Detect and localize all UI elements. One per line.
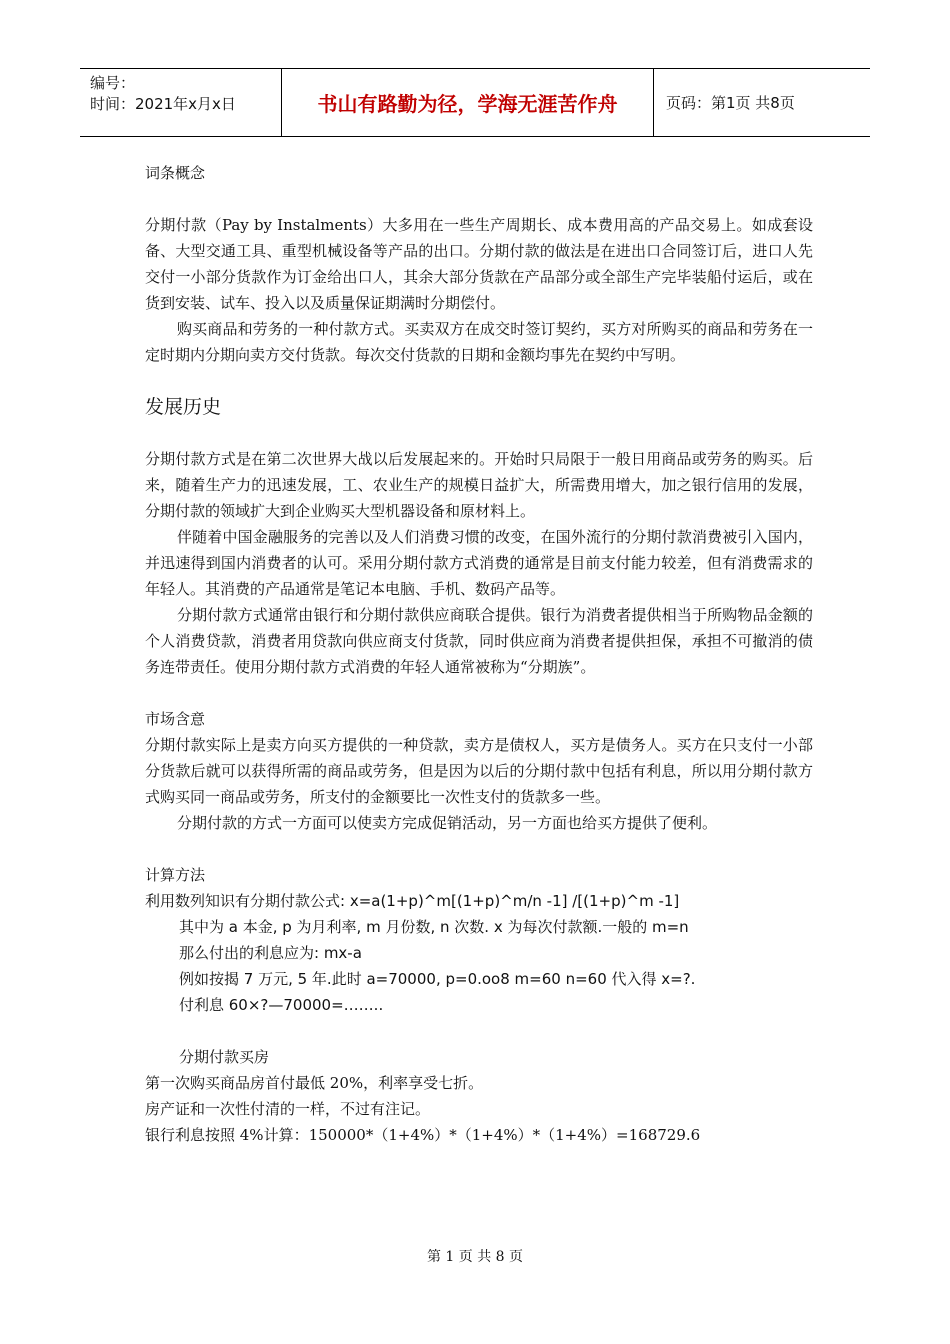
concept-paragraph-1: 分期付款（Pay by Instalments）大多用在一些生产周期长、成本费用高的产品交易上。如成套设备、大型交通工具、重型机械设备等产品的出口。分期付款的做法是在进出口合同签订后，进口人先交付一小部分货款作为订金给出口人，其余大部分货款在产品部分或全部生产完毕装船付运后，或在货到安装、试车、投入以及质量保证期满时分期偿付。: [145, 216, 813, 312]
market-paragraph-1: 分期付款实际上是卖方向买方提供的一种贷款，卖方是债权人，买方是债务人。买方在只支付一小部分货款后就可以获得所需的商品或劳务，但是因为以后的分期付款中包括有利息，所以用分期付款方式购买同一商品或劳务，所支付的金额要比一次性支付的货款多一些。: [145, 736, 813, 806]
history-paragraph-1: 分期付款方式是在第二次世界大战以后发展起来的。开始时只局限于一般日用商品或劳务的购买。后来，随着生产力的迅速发展，工、农业生产的规模日益扩大，所需费用增大，加之银行信用的发展，分期付款的领域扩大到企业购买大型机器设备和原材料上。: [145, 450, 813, 520]
page-footer: 第 1 页 共 8 页: [426, 1249, 524, 1265]
calc-line-1: 其中为 a 本金, p 为月利率, m 月份数, n 次数. x 为每次付款额.一般的 m=n: [179, 918, 689, 936]
house-line-1: 第一次购买商品房首付最低 20%，利率享受七折。: [145, 1074, 484, 1092]
house-line-2: 房产证和一次性付清的一样，不过有注记。: [145, 1100, 431, 1118]
header-meta: [80, 69, 282, 136]
house-heading: 分期付款买房: [179, 1048, 270, 1066]
header-page-info: 页码：第1页 共8页: [666, 94, 795, 112]
date-label: 时间：2021年x月x日: [90, 95, 236, 113]
market-heading: 市场含意: [145, 710, 206, 728]
calc-formula: 利用数列知识有分期付款公式: x=a(1+p)^m[(1+p)^m/n -1] /[(1+p)^m -1]: [145, 892, 680, 910]
calc-line-3: 例如按揭 7 万元, 5 年.此时 a=70000, p=0.oo8 m=60 n=60 代入得 x=?.: [179, 970, 696, 988]
page-header: [80, 68, 870, 137]
concept-heading: 词条概念: [145, 164, 206, 182]
house-line-3: 银行利息按照 4%计算：150000*（1+4%）*（1+4%）*（1+4%）=168729.6: [145, 1126, 701, 1144]
history-paragraph-3: 分期付款方式通常由银行和分期付款供应商联合提供。银行为消费者提供相当于所购物品金额的个人消费贷款，消费者用贷款向供应商支付货款，同时供应商为消费者提供担保，承担不可撤消的债务连带责任。使用分期付款方式消费的年轻人通常被称为“分期族”。: [145, 606, 813, 676]
calc-line-2: 那么付出的利息应为: mx-a: [179, 944, 362, 962]
market-paragraph-2: 分期付款的方式一方面可以使卖方完成促销活动，另一方面也给买方提供了便利。: [177, 814, 718, 832]
number-label: 编号：: [90, 74, 136, 92]
concept-paragraph-2: 购买商品和劳务的一种付款方式。买卖双方在成交时签订契约，买方对所购买的商品和劳务在一定时期内分期向卖方交付货款。每次交付货款的日期和金额均事先在契约中写明。: [145, 320, 813, 364]
calc-line-4: 付利息 60×?—70000=……..: [179, 996, 384, 1014]
calc-heading: 计算方法: [145, 866, 206, 884]
history-paragraph-2: 伴随着中国金融服务的完善以及人们消费习惯的改变，在国外流行的分期付款消费被引入国内，并迅速得到国内消费者的认可。采用分期付款方式消费的通常是目前支付能力较差，但有消费需求的年轻人。其消费的产品通常是笔记本电脑、手机、数码产品等。: [145, 528, 813, 598]
document-body: [145, 160, 813, 1148]
header-motto: 书山有路勤为径，学海无涯苦作舟: [282, 69, 654, 136]
history-heading: 发展历史: [145, 396, 222, 418]
